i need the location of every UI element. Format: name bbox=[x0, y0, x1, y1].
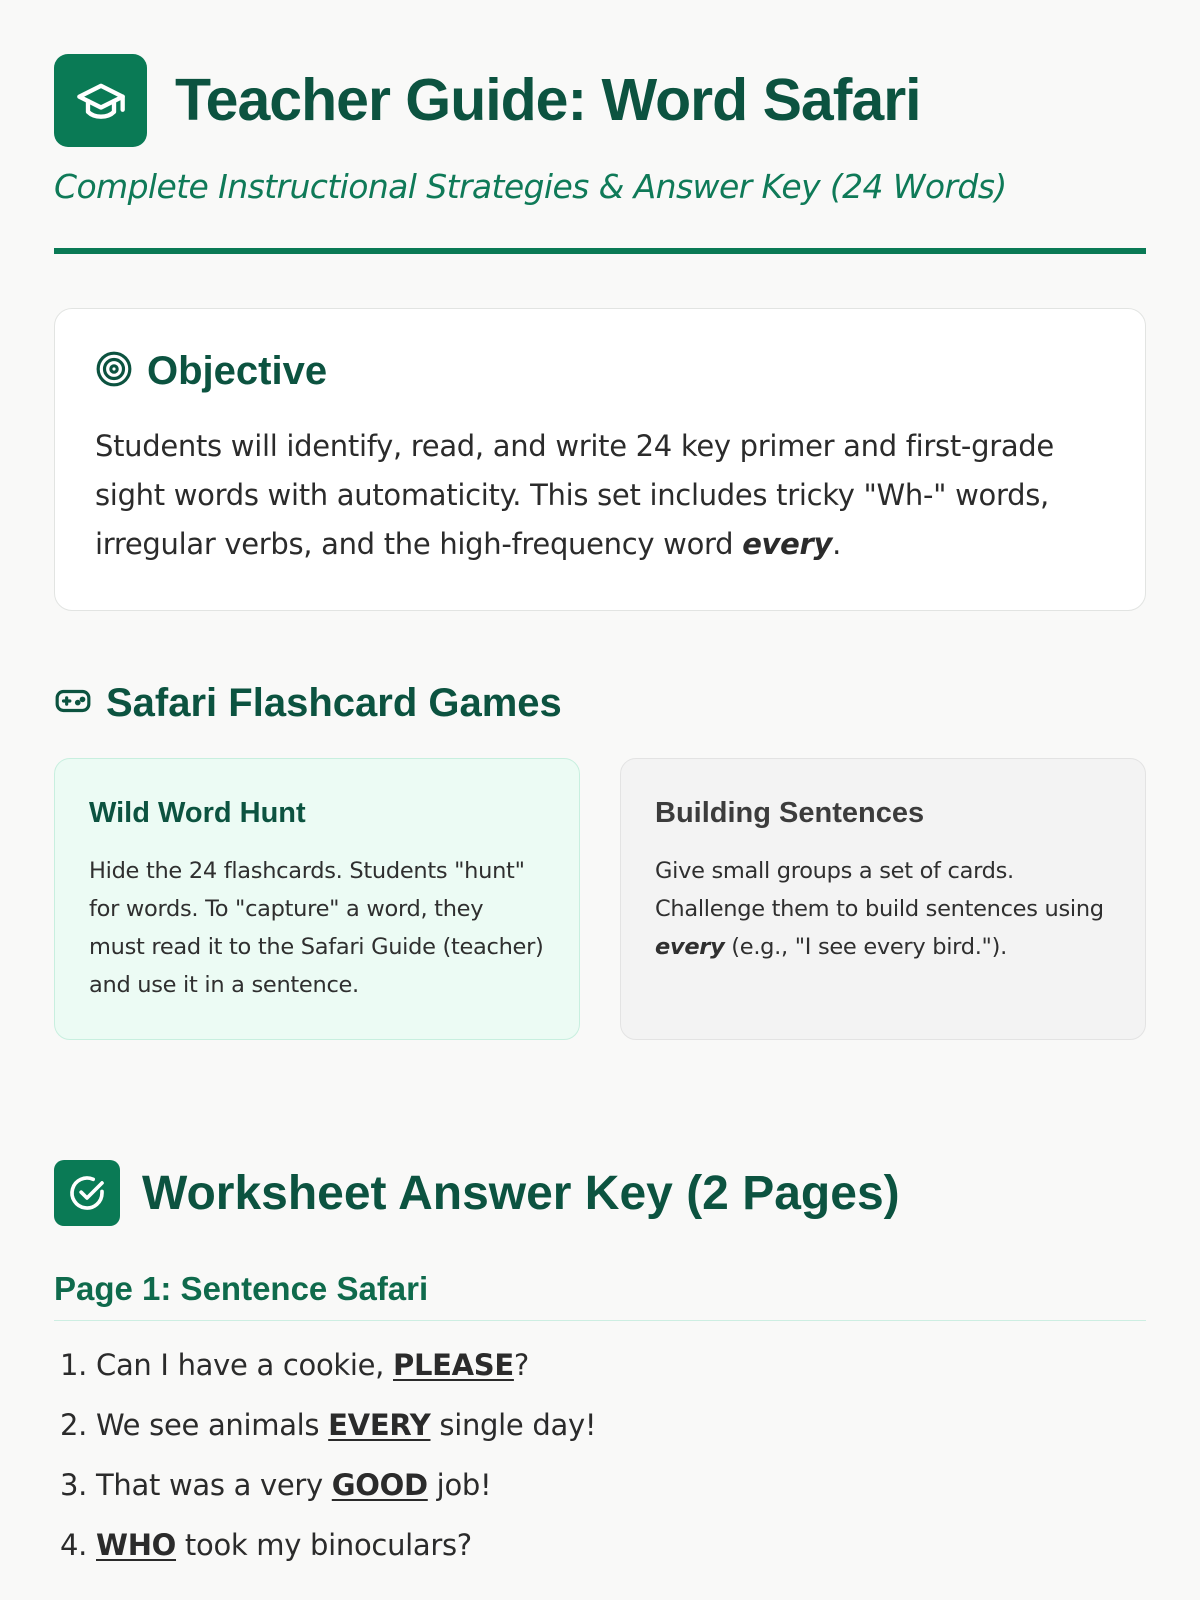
answer-list bbox=[54, 1335, 1146, 1575]
games-heading: Safari Flashcard Games bbox=[106, 681, 562, 725]
game-description: Give small groups a set of cards. Challenge them to build sentences using every (e.g., "I see every bird."). bbox=[655, 858, 1104, 960]
objective-card bbox=[54, 308, 1146, 611]
page-header bbox=[54, 54, 1146, 147]
answer-word: PLEASE bbox=[393, 1348, 514, 1382]
answer-word: GOOD bbox=[331, 1468, 428, 1502]
graduation-cap-icon bbox=[54, 54, 147, 147]
game-title: Building Sentences bbox=[655, 797, 925, 829]
list-item: 2. We see animals EVERY single day! bbox=[60, 1408, 597, 1442]
list-item: 3. That was a very GOOD job! bbox=[60, 1468, 492, 1502]
objective-heading: Objective bbox=[147, 349, 328, 393]
gamepad-icon bbox=[54, 682, 92, 725]
page-title: Teacher Guide: Word Safari bbox=[175, 67, 921, 133]
page-subtitle: Complete Instructional Strategies & Answer Key (24 Words) bbox=[54, 167, 1007, 206]
answer-key-header bbox=[54, 1160, 1146, 1226]
answer-word: EVERY bbox=[328, 1408, 431, 1442]
target-icon bbox=[95, 350, 133, 393]
games-section-header bbox=[54, 681, 1146, 726]
emphasis-word: every bbox=[742, 527, 833, 561]
game-description: Hide the 24 flashcards. Students "hunt" for words. To "capture" a word, they must read it to the Safari Guide (teacher) and use it in a sentence. bbox=[89, 858, 544, 998]
header-divider bbox=[54, 248, 1146, 254]
game-card-building-sentences bbox=[620, 758, 1146, 1040]
games-grid bbox=[54, 758, 1146, 1040]
answer-word: WHO bbox=[96, 1528, 177, 1562]
check-circle-icon bbox=[54, 1160, 120, 1226]
objective-text: Students will identify, read, and write 24 key primer and first-grade sight words with automaticity. This set includes tricky "Wh-" words, irregular verbs, and the high-frequency word every. bbox=[95, 429, 1054, 561]
emphasis-word: every bbox=[655, 934, 725, 960]
list-item: 4. WHO took my binoculars? bbox=[60, 1528, 472, 1562]
game-card-wild-word-hunt bbox=[54, 758, 580, 1040]
page1-heading: Page 1: Sentence Safari bbox=[54, 1270, 1146, 1321]
answer-key-heading: Worksheet Answer Key (2 Pages) bbox=[142, 1166, 900, 1220]
game-title: Wild Word Hunt bbox=[89, 797, 306, 829]
list-item: 1. Can I have a cookie, PLEASE? bbox=[60, 1348, 529, 1382]
